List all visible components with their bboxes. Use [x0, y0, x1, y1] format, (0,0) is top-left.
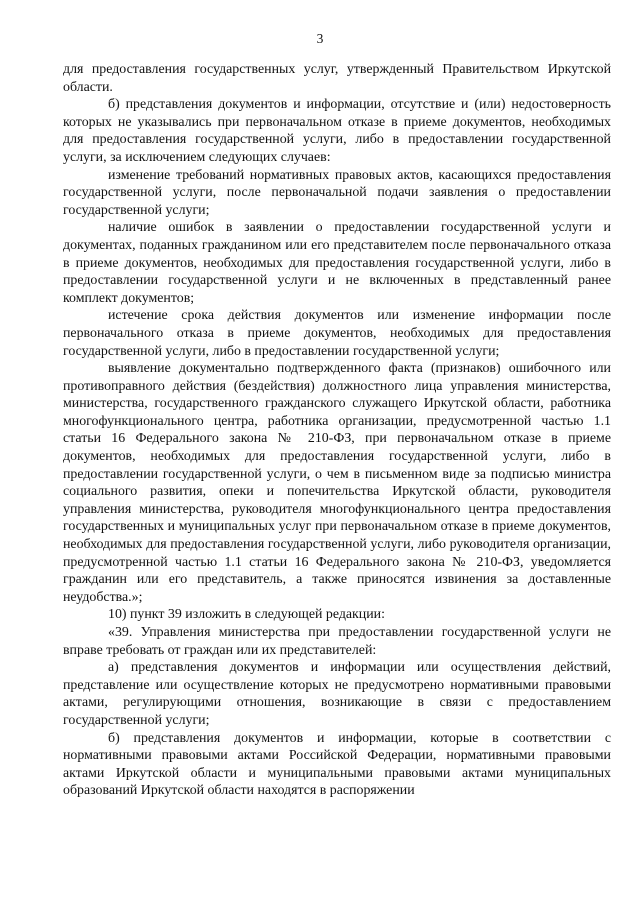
page-number: 3: [316, 31, 324, 46]
paragraph-item-b: б) представления документов и информации, отсутствие и (или) недостоверность которых не указывались при первоначальном отказе в приеме документов, необходимых для предоставления государственной услуги, либо в предоставлении государственной услуги, за исключением следующих случаев:: [63, 97, 611, 165]
paragraph-clause-39-item-a: а) представления документов и информации или осуществления действий, представление или осуществление которых не предусмотрено нормативными правовыми актами, регулирующими отношения, возникающие в связи с предоставлением государственной услуги;: [63, 660, 611, 728]
paragraph-exception-requirements-change: изменение требований нормативных правовых актов, касающихся предоставления государственной услуги, после первоначальной подачи заявления о предоставлении государственной услуги;: [63, 167, 611, 218]
paragraph-continuation: для предоставления государственных услуг, утвержденный Правительством Иркутской области.: [63, 62, 611, 95]
paragraph-amendment-10: 10) пункт 39 изложить в следующей редакции:: [108, 607, 385, 623]
document-body: [63, 61, 611, 800]
paragraph-clause-39-item-b: б) представления документов и информации, которые в соответствии с нормативными правовыми актами Российской Федерации, нормативными правовыми актами Иркутской области и муниципальными правовыми актами муниципальных образований Иркутской области находятся в распоряжении: [63, 730, 611, 799]
paragraph-exception-official-misconduct: выявление документально подтвержденного факта (признаков) ошибочного или противоправного действия (бездействия) должностного лица управления министерства, министерства, государственного гражданского служащего Иркутской области, работника многофункционального центра, работника организации, предусмотренной частью 1.1 статьи 16 Федерального закона № 210-ФЗ, при первоначальном отказе в приеме документов, необходимых для предоставления государственной услуги, либо в предоставлении государственной услуги, о чем в письменном виде за подписью министра социального развития, опеки и попечительства Иркутской области, руководителя управления министерства, руководителя многофункционального центра предоставления государственных и муниципальных услуг при первоначальном отказе в приеме документов, необходимых для предоставления государственной услуги, либо руководителя организации, предусмотренной частью 1.1 статьи 16 Федерального закона № 210-ФЗ, уведомляется гражданин или его представитель, а также приносятся извинения за доставленные неудобства.»;: [63, 361, 611, 605]
paragraph-exception-application-errors: наличие ошибок в заявлении о предоставлении государственной услуги и документах, поданных гражданином или его представителем после первоначального отказа в приеме документов, необходимых для предоставления государственной услуги, либо в предоставлении государственной услуги и не включенных в представленный ранее комплект документов;: [63, 220, 611, 306]
paragraph-exception-document-expiry: истечение срока действия документов или изменение информации после первоначального отказа в приеме документов, необходимых для предоставления государственной услуги, либо в предоставлении государственной услуги;: [63, 308, 611, 359]
paragraph-clause-39: «39. Управления министерства при предоставлении государственной услуги не вправе требовать от граждан или их представителей:: [63, 625, 611, 658]
